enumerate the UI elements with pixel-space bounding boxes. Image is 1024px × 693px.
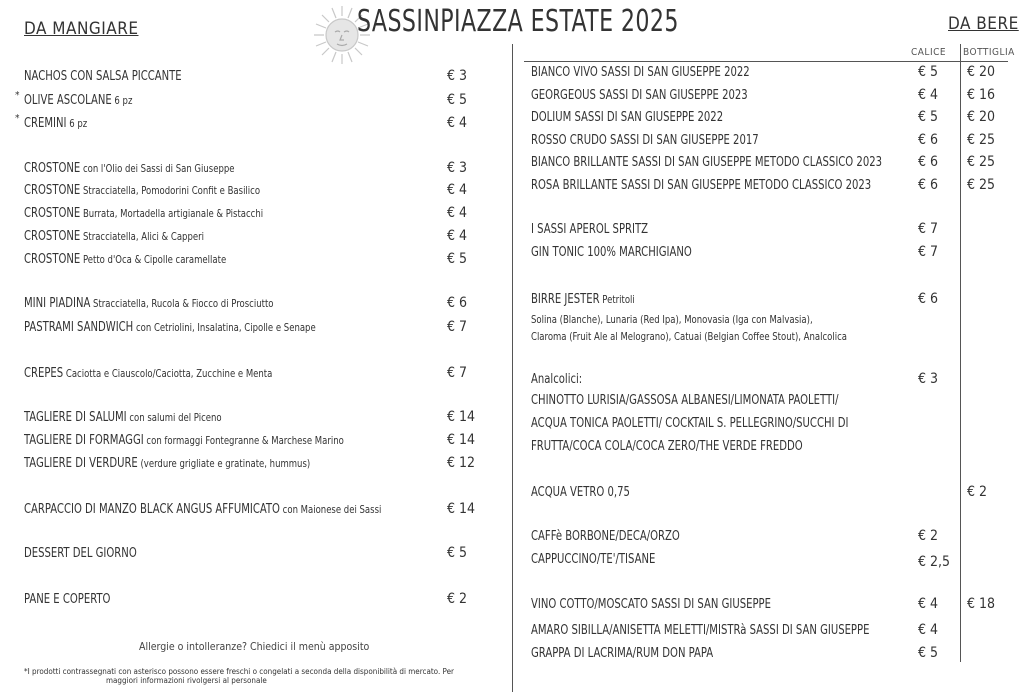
calice-price: € 2,5 [918,554,951,570]
food-item-title: CREMINI [24,116,67,131]
drink-item-title: BIANCO VIVO SASSI DI SAN GIUSEPPE 2022 [531,65,750,80]
asterisk-mark: * [15,113,20,124]
drink-item-title: ROSA BRILLANTE SASSI DI SAN GIUSEPPE METODO CLASSICO 2023 [531,178,872,193]
calice-price: € 3 [918,371,939,387]
drink-item-name [531,597,771,612]
food-item-price: € 7 [447,319,468,335]
drink-item-name [531,485,630,500]
calice-price: € 5 [918,645,939,661]
food-item-detail: con l'Olio dei Sassi di San Giuseppe [80,162,235,175]
drink-item-name [531,65,750,80]
drinks-top-rule [524,61,1008,62]
drink-item-name [531,245,692,260]
food-item-name [24,456,310,471]
food-item-title: CROSTONE [24,161,81,176]
food-item-detail: con Maionese dei Sassi [279,503,382,516]
food-item-title: CREPES [24,366,64,381]
drink-item-name [531,222,648,237]
food-item-name [24,229,204,244]
drink-item-name [531,393,838,408]
food-item-name [24,320,316,335]
drink-item-title: AMARO SIBILLA/ANISETTA MELETTI/MISTRà SASSI DI SAN GIUSEPPE [531,623,870,638]
calice-price: € 7 [918,244,939,260]
food-item-title: DESSERT DEL GIORNO [24,546,137,561]
food-item-price: € 14 [447,409,476,425]
bottiglia-price: € 16 [967,87,996,103]
food-item-title: TAGLIERE DI FORMAGGI [24,433,144,448]
food-item-title: CROSTONE [24,183,81,198]
food-item-price: € 14 [447,501,476,517]
drink-item-title: CHINOTTO LURISIA/GASSOSA ALBANESI/LIMONATA PAOLETTI/ [531,393,839,408]
food-item-detail: Petto d'Oca & Cipolle caramellate [80,253,227,266]
allergy-note: Allergie o intolleranze? Chiedici il menù apposito [139,641,370,653]
calice-price: € 5 [918,109,939,125]
calice-column-header: CALICE [911,47,947,58]
calice-price: € 4 [918,87,939,103]
drink-item-title: ACQUA TONICA PAOLETTI/ COCKTAIL S. PELLEGRINO/SUCCHI DI [531,416,849,431]
food-item-price: € 5 [447,545,468,561]
calice-price: € 4 [918,622,939,638]
food-item-title: MINI PIADINA [24,296,91,311]
bottiglia-price: € 20 [967,64,996,80]
food-item-title: NACHOS CON SALSA PICCANTE [24,69,182,84]
food-item-name [24,69,182,84]
food-item-detail: Burrata, Mortadella artigianale & Pistacchi [80,207,264,220]
food-item-price: € 4 [447,115,468,131]
bottiglia-price: € 25 [967,177,996,193]
food-item-name [24,183,260,198]
drink-item-name [531,646,713,661]
drink-item-name [531,372,582,387]
food-item-detail: 6 pz [66,117,88,130]
bottiglia-column-header: BOTTIGLIA [963,47,1015,58]
drink-item-title: GRAPPA DI LACRIMA/RUM DON PAPA [531,646,714,661]
drink-item-name [531,178,871,193]
food-item-price: € 3 [447,160,468,176]
drink-item-name [531,292,635,307]
calice-divider [960,44,961,662]
food-item-price: € 6 [447,295,468,311]
drink-item-detail: Petritoli [599,293,635,306]
drink-item-name [531,313,813,326]
drink-item-name [531,133,759,148]
drinks-section-header: DA BERE [948,14,1019,34]
center-divider [512,44,513,692]
food-section-header: DA MANGIARE [24,19,139,39]
drink-item-title: GIN TONIC 100% MARCHIGIANO [531,245,692,260]
drink-item-name [531,552,655,567]
drink-item-name [531,330,847,343]
food-item-detail: Stracciatella, Alici & Capperi [80,230,204,243]
food-item-price: € 2 [447,591,468,607]
bottiglia-price: € 2 [967,484,988,500]
calice-price: € 6 [918,132,939,148]
food-item-name [24,433,344,448]
food-item-price: € 14 [447,432,476,448]
drink-item-title: BIRRE JESTER [531,292,600,307]
food-item-detail: con formaggi Fontegranne & Marchese Marino [143,434,344,447]
food-item-title: TAGLIERE DI SALUMI [24,410,127,425]
drink-item-title: CAPPUCCINO/TE'/TISANE [531,552,656,567]
food-item-price: € 5 [447,251,468,267]
food-item-name [24,93,132,108]
food-item-detail: (verdure grigliate e gratinate, hummus) [137,457,311,470]
drink-item-name [531,623,869,638]
food-item-price: € 7 [447,365,468,381]
bottiglia-price: € 25 [967,132,996,148]
food-item-detail: Stracciatella, Pomodorini Confit e Basilico [80,184,261,197]
food-item-title: CROSTONE [24,252,81,267]
drink-item-title: I SASSI APEROL SPRITZ [531,222,649,237]
calice-price: € 5 [918,64,939,80]
bottiglia-price: € 25 [967,154,996,170]
food-item-title: OLIVE ASCOLANE [24,93,112,108]
drink-item-name [531,529,680,544]
food-item-name [24,502,381,517]
food-item-name [24,206,263,221]
drink-item-name [531,416,848,431]
calice-price: € 6 [918,177,939,193]
food-item-name [24,296,273,311]
drink-item-title: CAFFè BORBONE/DECA/ORZO [531,529,680,544]
food-item-detail: 6 pz [111,94,133,107]
food-item-title: PASTRAMI SANDWICH [24,320,134,335]
food-item-name [24,546,137,561]
drink-item-title: Analcolici: [531,372,583,387]
food-item-price: € 4 [447,205,468,221]
asterisk-mark: * [15,90,20,101]
drink-item-title: VINO COTTO/MOSCATO SASSI DI SAN GIUSEPPE [531,597,771,612]
food-item-title: CROSTONE [24,229,81,244]
drink-item-title: Solina (Blanche), Lunaria (Red Ipa), Monovasia (Iga con Malvasia), [531,313,813,326]
drink-item-name [531,88,748,103]
drink-item-title: Claroma (Fruit Ale al Melograno), Catuai (Belgian Coffee Stout), Analcolica [531,330,847,343]
drink-item-title: GEORGEOUS SASSI DI SAN GIUSEPPE 2023 [531,88,748,103]
food-item-price: € 4 [447,228,468,244]
calice-price: € 7 [918,221,939,237]
food-item-title: CROSTONE [24,206,81,221]
footnote [24,667,454,685]
food-item-name [24,366,272,381]
food-item-name [24,161,235,176]
calice-price: € 4 [918,596,939,612]
menu-title: SASSINPIAZZA ESTATE 2025 [357,4,679,39]
food-item-name [24,116,87,131]
food-item-name [24,410,222,425]
bottiglia-price: € 20 [967,109,996,125]
drink-item-title: DOLIUM SASSI DI SAN GIUSEPPE 2022 [531,110,724,125]
food-item-detail: con salumi del Piceno [126,411,222,424]
calice-price: € 6 [918,154,939,170]
food-item-detail: Caciotta e Ciauscolo/Caciotta, Zucchine e Menta [63,367,273,380]
calice-price: € 6 [918,291,939,307]
food-item-price: € 5 [447,92,468,108]
food-item-price: € 4 [447,182,468,198]
food-item-name [24,252,226,267]
food-item-title: PANE E COPERTO [24,592,111,607]
footnote-line-2: maggiori informazioni rivolgersi al personale [106,676,267,685]
bottiglia-price: € 18 [967,596,996,612]
food-item-title: CARPACCIO DI MANZO BLACK ANGUS AFFUMICATO [24,502,280,517]
drink-item-title: BIANCO BRILLANTE SASSI DI SAN GIUSEPPE METODO CLASSICO 2023 [531,155,883,170]
food-item-name [24,592,110,607]
food-item-price: € 3 [447,68,468,84]
food-item-detail: Stracciatella, Rucola & Fiocco di Prosciutto [90,297,274,310]
drink-item-name [531,439,803,454]
food-item-price: € 12 [447,455,476,471]
food-item-detail: con Cetriolini, Insalatina, Cipolle e Senape [133,321,316,334]
calice-price: € 2 [918,528,939,544]
footnote-line-1: *I prodotti contrassegnati con asterisco possono essere freschi o congelati a seconda della disponibilità di mercato. Per [24,667,454,676]
food-item-title: TAGLIERE DI VERDURE [24,456,138,471]
drink-item-title: ROSSO CRUDO SASSI DI SAN GIUSEPPE 2017 [531,133,759,148]
drink-item-name [531,155,882,170]
drink-item-title: FRUTTA/COCA COLA/COCA ZERO/THE VERDE FREDDO [531,439,803,454]
drink-item-name [531,110,723,125]
drink-item-title: ACQUA VETRO 0,75 [531,485,630,500]
